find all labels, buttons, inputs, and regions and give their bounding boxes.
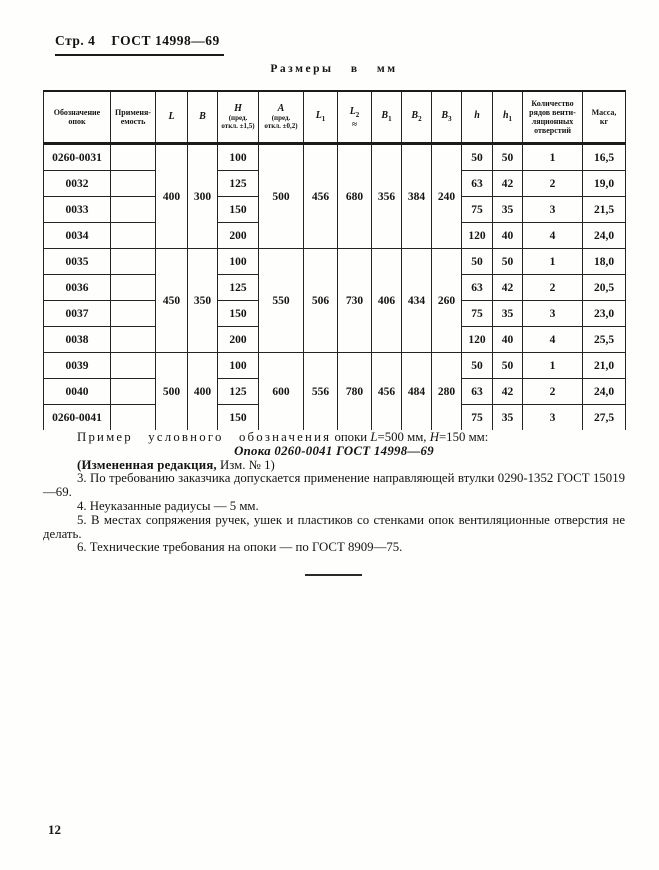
applicability-cell [111,249,156,275]
example-line [43,431,625,445]
vent-rows-cell: 2 [523,171,583,197]
applicability-cell [111,197,156,223]
mass-cell: 25,5 [583,327,626,353]
mass-cell: 24,0 [583,379,626,405]
example-designation: Опока 0260-0041 ГОСТ 14998—69 [234,443,434,458]
dim-h-cell: 50 [462,353,493,379]
designation-cell: 0033 [44,197,111,223]
dim-B-cell: 300 [188,144,218,249]
flask-dimensions-table [43,90,626,430]
example-object: опоки [334,430,368,444]
example-symbol-L: L [370,430,378,444]
dim-B3-cell: 260 [432,249,462,353]
dim-B1-cell: 406 [372,249,402,353]
dim-h-cell: 50 [462,144,493,171]
example-value-L: =500 мм, [377,430,427,444]
dim-h1-cell: 35 [493,197,523,223]
table-row [44,249,626,275]
designation-cell: 0038 [44,327,111,353]
dim-h1-cell: 35 [493,405,523,431]
applicability-cell [111,379,156,405]
dim-B1-cell: 356 [372,144,402,249]
dim-H-cell: 150 [218,405,259,431]
dim-L-cell: 500 [156,353,188,431]
col-header-A: A (пред. откл. ±0,2) [259,91,304,144]
note-4: 4. Неуказанные радиусы — 5 мм. [77,498,259,513]
vent-rows-cell: 3 [523,197,583,223]
dim-H-cell: 200 [218,327,259,353]
dim-h-cell: 75 [462,405,493,431]
dim-B1-cell: 456 [372,353,402,431]
designation-cell: 0035 [44,249,111,275]
running-head [55,33,224,56]
col-header-H: H (пред. откл. ±1,5) [218,91,259,144]
applicability-cell [111,275,156,301]
dim-H-cell: 200 [218,223,259,249]
mass-cell: 20,5 [583,275,626,301]
applicability-cell [111,405,156,431]
col-header-B1: $B_1$ [372,91,402,144]
applicability-cell [111,353,156,379]
dim-h1-cell: 40 [493,327,523,353]
units-note: Размеры в мм [270,63,398,75]
dim-B3-cell: 240 [432,144,462,249]
doc-number: ГОСТ 14998—69 [111,33,220,48]
col-header-designation: Обозначение опок [44,91,111,144]
table-row [44,144,626,171]
designation-cell: 0260-0041 [44,405,111,431]
col-header-applicability: Применя- емость [111,91,156,144]
mass-cell: 18,0 [583,249,626,275]
designation-cell: 0036 [44,275,111,301]
dim-B2-cell: 384 [402,144,432,249]
dim-A-cell: 600 [259,353,304,431]
dim-B-cell: 400 [188,353,218,431]
col-header-mass: Масса, кг [583,91,626,144]
example-symbol-H: H [429,430,439,444]
table-row [44,353,626,379]
revision-rest: Изм. № 1) [220,457,275,472]
dim-H-cell: 150 [218,301,259,327]
dim-h-cell: 63 [462,275,493,301]
dim-h1-cell: 50 [493,249,523,275]
dim-B-cell: 350 [188,249,218,353]
dim-H-cell: 100 [218,144,259,171]
dim-L1-cell: 506 [304,249,338,353]
dim-L2-cell: 730 [338,249,372,353]
notes-block [43,431,625,555]
col-header-h: h [462,91,493,144]
vent-rows-cell: 3 [523,405,583,431]
dim-H-cell: 100 [218,249,259,275]
vent-rows-cell: 2 [523,275,583,301]
revision-bold: (Измененная редакция, [77,457,217,472]
vent-rows-cell: 2 [523,379,583,405]
dim-h-cell: 120 [462,327,493,353]
dim-H-cell: 125 [218,275,259,301]
dim-h-cell: 75 [462,301,493,327]
designation-cell: 0040 [44,379,111,405]
section-divider [305,574,362,576]
dim-H-cell: 150 [218,197,259,223]
dim-h1-cell: 42 [493,379,523,405]
dim-L2-cell: 780 [338,353,372,431]
vent-rows-cell: 4 [523,223,583,249]
dim-B3-cell: 280 [432,353,462,431]
applicability-cell [111,301,156,327]
designation-cell: 0039 [44,353,111,379]
mass-cell: 16,5 [583,144,626,171]
dim-L2-cell: 680 [338,144,372,249]
col-header-L2: $L_2$ ≈ [338,91,372,144]
revision-note [43,459,625,473]
dim-h1-cell: 42 [493,275,523,301]
dim-H-cell: 125 [218,379,259,405]
applicability-cell [111,171,156,197]
dim-h1-cell: 35 [493,301,523,327]
dim-h-cell: 63 [462,171,493,197]
designation-cell: 0037 [44,301,111,327]
col-header-h1: $h_1$ [493,91,523,144]
dim-h1-cell: 50 [493,353,523,379]
mass-cell: 21,5 [583,197,626,223]
col-header-L: L [156,91,188,144]
vent-rows-cell: 3 [523,301,583,327]
col-header-B2: $B_2$ [402,91,432,144]
col-header-B3: $B_3$ [432,91,462,144]
dim-h-cell: 120 [462,223,493,249]
example-value-H: =150 мм: [438,430,489,444]
vent-rows-cell: 1 [523,353,583,379]
dim-h1-cell: 50 [493,144,523,171]
col-header-L1: $L_1$ [304,91,338,144]
example-spaced-text: Пример условного обозначения [77,430,332,444]
mass-cell: 24,0 [583,223,626,249]
designation-cell: 0034 [44,223,111,249]
col-header-B: B [188,91,218,144]
applicability-cell [111,223,156,249]
header-row [44,91,626,144]
vent-rows-cell: 4 [523,327,583,353]
applicability-cell [111,144,156,171]
col-header-vent-holes: Количество рядов венти- ляционных отверстий [523,91,583,144]
dim-h-cell: 63 [462,379,493,405]
designation-cell: 0032 [44,171,111,197]
designation-cell: 0260-0031 [44,144,111,171]
dim-B2-cell: 434 [402,249,432,353]
vent-rows-cell: 1 [523,144,583,171]
note-6: 6. Технические требования на опоки — по ГОСТ 8909—75. [77,540,403,555]
dim-h-cell: 75 [462,197,493,223]
dim-L1-cell: 456 [304,144,338,249]
note-5: 5. В местах сопряжения ручек, ушек и пластиков со стенками опок вентиляционные отверстия не делать. [43,512,625,541]
dim-h1-cell: 40 [493,223,523,249]
note-3: 3. По требованию заказчика допускается применение направляющей втулки 0290-1352 ГОСТ 15019—69. [43,471,625,500]
applicability-cell [111,327,156,353]
dim-L1-cell: 556 [304,353,338,431]
mass-cell: 23,0 [583,301,626,327]
page-number: 12 [48,822,61,837]
dim-L-cell: 400 [156,144,188,249]
dim-B2-cell: 484 [402,353,432,431]
dim-H-cell: 125 [218,171,259,197]
dim-A-cell: 550 [259,249,304,353]
mass-cell: 21,0 [583,353,626,379]
dim-A-cell: 500 [259,144,304,249]
vent-rows-cell: 1 [523,249,583,275]
dim-H-cell: 100 [218,353,259,379]
dim-L-cell: 450 [156,249,188,353]
dim-h-cell: 50 [462,249,493,275]
dim-h1-cell: 42 [493,171,523,197]
page-label: Стр. 4 [55,33,96,48]
mass-cell: 19,0 [583,171,626,197]
mass-cell: 27,5 [583,405,626,431]
